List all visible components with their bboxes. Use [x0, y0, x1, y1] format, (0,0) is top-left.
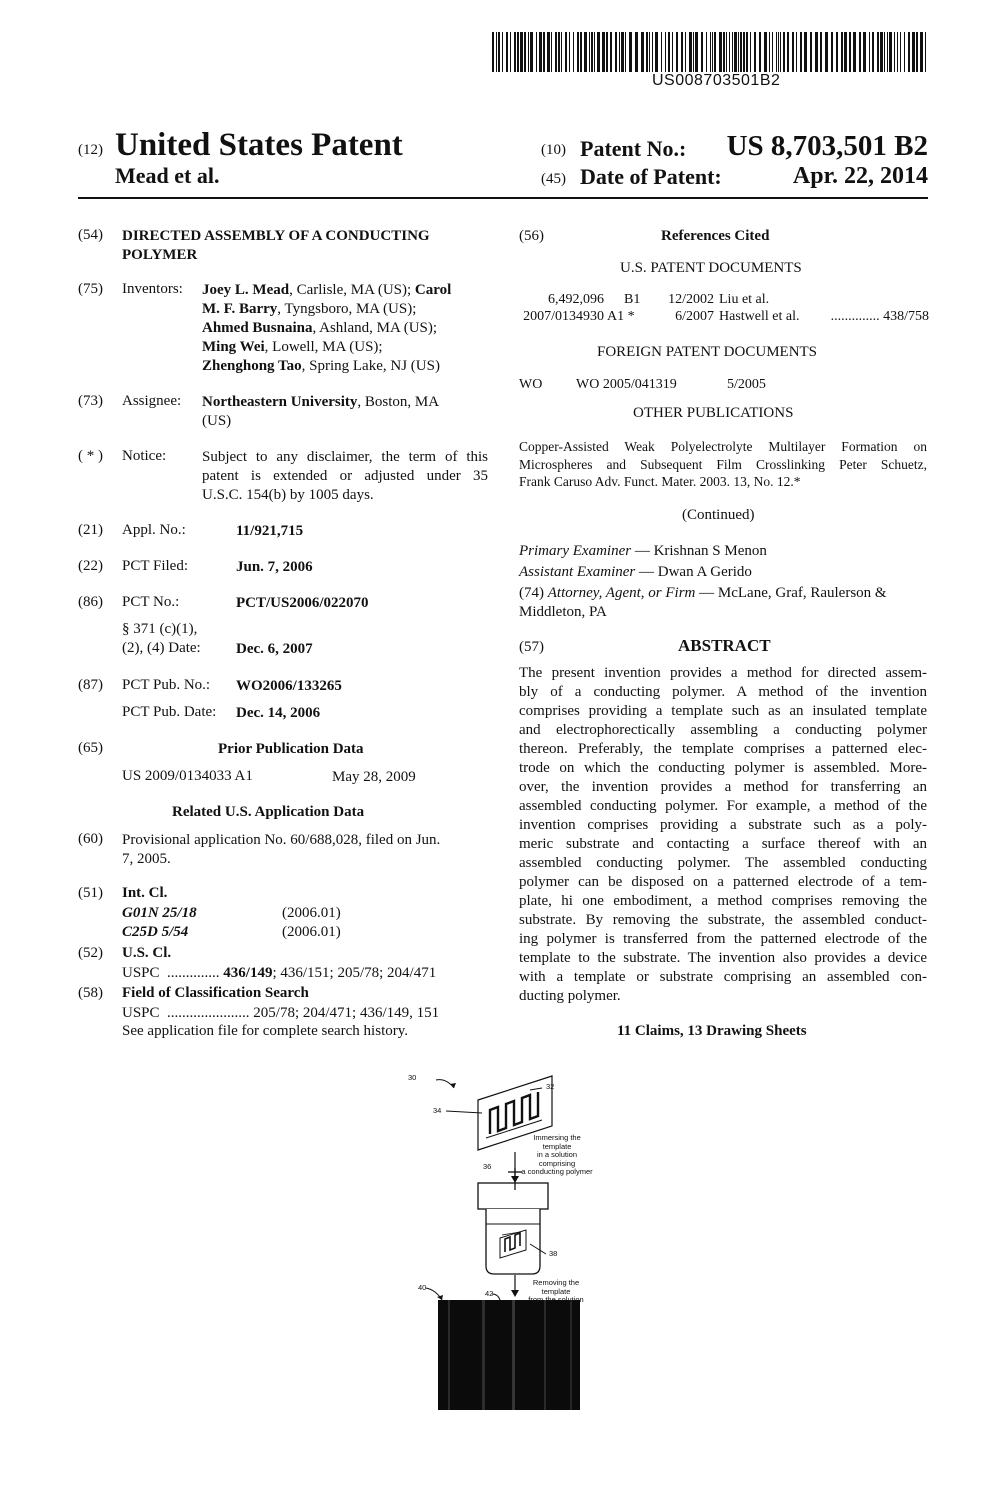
- barcode: [492, 32, 928, 74]
- barcode-bar: [719, 32, 722, 72]
- barcode-bar: [530, 32, 533, 72]
- barcode-bar: [520, 32, 523, 72]
- barcode-bar: [597, 32, 600, 72]
- ref-numeral: 32: [546, 1082, 555, 1091]
- int-cl-version: (2006.01): [282, 905, 341, 921]
- ref-number: 2007/0134930: [523, 309, 604, 324]
- appl-no-label: Appl. No.:: [122, 522, 186, 538]
- barcode-bar: [580, 32, 582, 72]
- barcode-bar: [726, 32, 727, 72]
- barcode-bar: [743, 32, 745, 72]
- representative-drawing: [420, 1068, 600, 1413]
- barcode-bar: [619, 32, 620, 72]
- barcode-bar: [869, 32, 870, 72]
- barcode-bar: [685, 32, 686, 72]
- barcode-bar: [517, 32, 519, 72]
- inid-code-57: (57): [519, 639, 544, 655]
- barcode-bar: [800, 32, 802, 72]
- inid-code-60: (60): [78, 831, 103, 847]
- primary-examiner-label: Primary Examiner: [519, 543, 632, 559]
- barcode-bar: [606, 32, 608, 72]
- date-of-patent-label: Date of Patent:: [580, 164, 722, 189]
- abstract-line: invention comprises providing a substrate such as a poly-: [519, 817, 927, 833]
- inventor-name: Joey L. Mead: [202, 282, 290, 298]
- barcode-bar: [661, 32, 662, 72]
- patent-no-label: Patent No.:: [580, 136, 687, 161]
- inventors-label: Inventors:: [122, 281, 183, 297]
- first-author: Mead et al.: [115, 163, 220, 188]
- barcode-bar: [778, 32, 779, 72]
- barcode-bar: [844, 32, 847, 72]
- barcode-bar: [652, 32, 653, 72]
- barcode-bar: [796, 32, 797, 72]
- assignee-location: , Boston, MA: [357, 394, 440, 410]
- barcode-bar: [543, 32, 545, 72]
- inid-code-21: (21): [78, 522, 103, 538]
- barcode-bar: [836, 32, 838, 72]
- barcode-bar: [746, 32, 748, 72]
- abstract-line: The present invention provides a method for directed assem-: [519, 665, 927, 681]
- ref-numeral: 34: [433, 1106, 442, 1115]
- barcode-bar: [897, 32, 898, 72]
- barcode-bar: [524, 32, 526, 72]
- barcode-bar: [712, 32, 713, 72]
- abstract-line: with a template or substrate comprising an assembled con-: [519, 969, 927, 985]
- inid-code-87: (87): [78, 677, 103, 693]
- barcode-bar: [734, 32, 737, 72]
- inventor-name: Ahmed Busnaina: [202, 320, 313, 336]
- barcode-bar: [591, 32, 593, 72]
- barcode-bar: [792, 32, 794, 72]
- barcode-bar: [676, 32, 678, 72]
- barcode-bar: [769, 32, 770, 72]
- barcode-bar: [569, 32, 570, 72]
- barcode-bar: [584, 32, 587, 72]
- inid-code-73: (73): [78, 393, 103, 409]
- patent-number: US 8,703,501 B2: [726, 130, 928, 162]
- barcode-bar: [610, 32, 612, 72]
- barcode-bar: [884, 32, 885, 72]
- assignee-name: Northeastern University: [202, 394, 358, 410]
- barcode-bar: [558, 32, 560, 72]
- barcode-bar: [555, 32, 557, 72]
- barcode-bar: [625, 32, 626, 72]
- invention-title-line: DIRECTED ASSEMBLY OF A CONDUCTING: [122, 228, 430, 244]
- barcode-bar: [498, 32, 500, 72]
- document-title: United States Patent: [115, 127, 403, 163]
- barcode-bar: [872, 32, 874, 72]
- barcode-bar: [894, 32, 895, 72]
- ref-number: 6,492,096: [548, 292, 604, 307]
- barcode-bar: [646, 32, 648, 72]
- process-step-label: Immersing the template in a solution comprising a conducting polymer: [521, 1133, 593, 1176]
- inid-code-10: (10): [541, 142, 566, 158]
- inventor-name: M. F. Barry: [202, 301, 278, 317]
- attorney-continued: Middleton, PA: [519, 604, 607, 620]
- inventor-name: Ming Wei: [202, 339, 265, 355]
- barcode-bar: [701, 32, 703, 72]
- foreign-reference-row: [519, 376, 929, 396]
- primary-examiner-name: — Krishnan S Menon: [634, 543, 767, 559]
- assignee-country: (US): [202, 413, 232, 429]
- barcode-bar: [912, 32, 915, 72]
- ref-date: 12/2002: [668, 292, 714, 307]
- barcode-bar: [787, 32, 789, 72]
- other-publication: Copper-Assisted Weak Polyelectrolyte Multilayer Formation on Microspheres and Subsequent Film Crosslinking Peter Schuetz, Frank Caruso Adv. Funct. Mater. 2003. 13, No. 12.*: [519, 439, 927, 489]
- barcode-bar: [561, 32, 562, 72]
- barcode-bar: [772, 32, 773, 72]
- barcode-bar: [665, 32, 666, 72]
- int-cl-label: Int. Cl.: [122, 885, 168, 901]
- invention-title: [122, 227, 430, 265]
- barcode-bar: [621, 32, 624, 72]
- inid-code-22: (22): [78, 558, 103, 574]
- ref-kind: A1 *: [607, 309, 635, 324]
- assistant-examiner-label: Assistant Examiner: [519, 564, 636, 580]
- claims-and-sheets: 11 Claims, 13 Drawing Sheets: [617, 1023, 807, 1039]
- date-of-patent: Apr. 22, 2014: [792, 163, 928, 189]
- barcode-bar: [723, 32, 725, 72]
- abstract-line: plate, hi one embodiment, a method comprises removing the: [519, 893, 927, 909]
- abstract-line: over, the invention provides a method for transferring an: [519, 779, 927, 795]
- related-application-heading: Related U.S. Application Data: [172, 804, 365, 820]
- abstract-line: substrate. By removing the substrate, the assembled conduct-: [519, 912, 927, 928]
- primary-examiner: [519, 542, 767, 561]
- section-371-label: § 371 (c)(1),: [122, 621, 198, 637]
- ref-numeral: 40: [418, 1283, 427, 1292]
- barcode-bar: [849, 32, 851, 72]
- barcode-bar: [492, 32, 494, 72]
- inventor-name: Zhenghong Tao: [202, 358, 302, 374]
- us-cl-value: USPC .............. 436/149; 436/151; 205/78; 204/471: [122, 965, 437, 981]
- assignee: [202, 393, 439, 431]
- barcode-bar: [565, 32, 567, 72]
- barcode-bar: [889, 32, 892, 72]
- barcode-bar: [672, 32, 673, 72]
- abstract-line: ing polymer is transferred from the patterned electrode of the: [519, 931, 927, 947]
- us-patent-documents-heading: U.S. PATENT DOCUMENTS: [620, 260, 802, 276]
- barcode-bar: [514, 32, 516, 72]
- barcode-bar: [877, 32, 879, 72]
- invention-title-line: POLYMER: [122, 247, 198, 263]
- barcode-bar: [706, 32, 707, 72]
- abstract-line: bly of a conducting polymer. A method of the invention: [519, 684, 927, 700]
- inventors-list: [202, 281, 487, 376]
- barcode-bar: [810, 32, 812, 72]
- barcode-bar: [551, 32, 552, 72]
- barcode-bar: [615, 32, 617, 72]
- abstract-line: meric substrate and contacting a surface thereof with an: [519, 836, 927, 852]
- barcode-bar: [754, 32, 756, 72]
- notice-label: Notice:: [122, 448, 167, 464]
- inventor-location: , Lowell, MA (US);: [264, 339, 383, 355]
- assignee-label: Assignee:: [122, 393, 182, 409]
- barcode-bar: [602, 32, 605, 72]
- barcode-bar: [635, 32, 638, 72]
- barcode-bar: [916, 32, 918, 72]
- notice-code: ( * ): [78, 448, 103, 464]
- pct-no: PCT/US2006/022070: [236, 595, 369, 611]
- us-cl-label: U.S. Cl.: [122, 945, 172, 961]
- inventor-location: , Ashland, MA (US);: [312, 320, 438, 336]
- assistant-examiner: [519, 563, 752, 582]
- barcode-bar: [547, 32, 550, 72]
- us-reference-row: [519, 308, 929, 328]
- attorney-label: Attorney, Agent, or Firm: [547, 585, 696, 601]
- prior-publication-heading: Prior Publication Data: [218, 741, 364, 757]
- barcode-bar: [695, 32, 698, 72]
- appl-no: 11/921,715: [236, 523, 304, 539]
- ref-numeral: 42: [485, 1289, 494, 1298]
- barcode-bar: [764, 32, 767, 72]
- barcode-bar: [820, 32, 822, 72]
- barcode-bar: [815, 32, 818, 72]
- inid-code-52: (52): [78, 945, 103, 961]
- inid-code-86: (86): [78, 594, 103, 610]
- references-cited-heading: References Cited: [661, 228, 770, 244]
- barcode-bar: [925, 32, 926, 72]
- barcode-bar: [920, 32, 923, 72]
- abstract-line: trode on which the conducting polymer is assembled. More-: [519, 760, 927, 776]
- barcode-bar: [759, 32, 761, 72]
- abstract-line: ducting polymer.: [519, 988, 621, 1004]
- barcode-bar: [908, 32, 910, 72]
- field-of-search-label: Field of Classification Search: [122, 985, 309, 1001]
- barcode-bar: [729, 32, 730, 72]
- foreign-ref-country: WO: [519, 377, 543, 392]
- inventor-name: Carol: [414, 282, 452, 298]
- barcode-bar: [904, 32, 905, 72]
- barcode-bar: [738, 32, 739, 72]
- ref-kind: B1: [624, 292, 641, 307]
- barcode-bar: [841, 32, 843, 72]
- abstract-line: comprises providing a template such as an insulated template: [519, 703, 927, 719]
- barcode-bar: [536, 32, 537, 72]
- barcode-bar: [859, 32, 861, 72]
- foreign-ref-date: 5/2005: [727, 377, 766, 392]
- barcode-bar: [594, 32, 595, 72]
- barcode-bar: [681, 32, 683, 72]
- int-cl-code: G01N 25/18: [122, 905, 197, 921]
- barcode-bar: [863, 32, 866, 72]
- attorney-name: — McLane, Graf, Raulerson &: [699, 585, 887, 601]
- barcode-bar: [853, 32, 856, 72]
- barcode-bar: [783, 32, 785, 72]
- header-rule: [78, 197, 928, 199]
- section-371-date-label: (2), (4) Date:: [122, 640, 201, 656]
- pct-pub-date: Dec. 14, 2006: [236, 705, 321, 721]
- other-publications-heading: OTHER PUBLICATIONS: [633, 405, 794, 421]
- provisional-application: Provisional application No. 60/688,028, filed on Jun. 7, 2005.: [122, 832, 441, 867]
- abstract-line: and electrophorectically assembling a conducting polymer: [519, 722, 927, 738]
- barcode-bar: [496, 32, 497, 72]
- abstract-line: thereon. Preferably, the template comprises a patterned elec-: [519, 741, 927, 757]
- barcode-bar: [780, 32, 781, 72]
- pct-filed-label: PCT Filed:: [122, 558, 188, 574]
- prior-publication-number: US 2009/0134033 A1: [122, 768, 253, 784]
- barcode-bar: [629, 32, 632, 72]
- section-371-date: Dec. 6, 2007: [236, 641, 313, 657]
- barcode-bar: [589, 32, 590, 72]
- barcode-bar: [655, 32, 658, 72]
- barcode-bar: [693, 32, 694, 72]
- ref-name: Hastwell et al.: [719, 309, 800, 324]
- inid-code-56: (56): [519, 228, 544, 244]
- barcode-bar: [668, 32, 670, 72]
- barcode-bar: [750, 32, 751, 72]
- barcode-bar: [641, 32, 644, 72]
- barcode-bar: [732, 32, 733, 72]
- ref-name: Liu et al.: [719, 292, 770, 307]
- inid-code-45: (45): [541, 171, 566, 187]
- pct-pub-no-label: PCT Pub. No.:: [122, 677, 211, 693]
- barcode-bar: [528, 32, 529, 72]
- barcode-bar: [831, 32, 833, 72]
- pct-filed-date: Jun. 7, 2006: [236, 559, 313, 575]
- ref-numeral: 36: [483, 1162, 492, 1171]
- barcode-bar: [710, 32, 711, 72]
- foreign-ref-number: WO 2005/041319: [576, 377, 677, 392]
- inid-code-65: (65): [78, 740, 103, 756]
- pct-pub-date-label: PCT Pub. Date:: [122, 704, 217, 720]
- inid-code-74: (74): [519, 585, 544, 601]
- int-cl-code: C25D 5/54: [122, 924, 189, 940]
- barcode-bar: [577, 32, 579, 72]
- int-cl-version: (2006.01): [282, 924, 341, 940]
- beaker-drawing: [478, 1168, 548, 1274]
- prior-publication-date: May 28, 2009: [332, 769, 416, 785]
- barcode-bar: [714, 32, 716, 72]
- barcode-number: US008703501B2: [652, 72, 781, 89]
- inventor-location: , Spring Lake, NJ (US): [301, 358, 440, 374]
- barcode-bar: [900, 32, 901, 72]
- barcode-bar: [510, 32, 511, 72]
- abstract-line: template to the substrate. The invention also provides a device: [519, 950, 927, 966]
- abstract-line: assembled conducting polymer. The assembled conducting: [519, 855, 927, 871]
- notice-text: Subject to any disclaimer, the term of this patent is extended or adjusted under 35 U.S.C. 154(b) by 1005 days.: [202, 449, 488, 503]
- inid-code-54: (54): [78, 227, 103, 243]
- barcode-bar: [689, 32, 692, 72]
- inid-code-58: (58): [78, 985, 103, 1001]
- barcode-bar: [740, 32, 742, 72]
- ref-numeral: 38: [549, 1249, 558, 1258]
- inid-code-12: (12): [78, 142, 103, 158]
- abstract-line: polymer can be disposed on a patterned electrode of a tem-: [519, 874, 927, 890]
- field-of-search-value: USPC ...................... 205/78; 204/471; 436/149, 151: [122, 1005, 440, 1021]
- assistant-examiner-name: — Dwan A Gerido: [639, 564, 752, 580]
- inventor-location: , Carlisle, MA (US);: [289, 282, 415, 298]
- barcode-bar: [506, 32, 508, 72]
- abstract-heading: ABSTRACT: [678, 636, 771, 655]
- search-history-note: See application file for complete search history.: [122, 1023, 409, 1039]
- pct-no-label: PCT No.:: [122, 594, 180, 610]
- barcode-bar: [539, 32, 542, 72]
- barcode-bar: [887, 32, 888, 72]
- micrograph-image: [438, 1300, 580, 1410]
- attorney: [519, 584, 887, 603]
- ref-class: .............. 438/758: [830, 309, 929, 324]
- continued-note: (Continued): [682, 507, 755, 523]
- foreign-patent-documents-heading: FOREIGN PATENT DOCUMENTS: [597, 344, 818, 360]
- barcode-bar: [804, 32, 807, 72]
- process-step-label: Removing the template from the solution: [528, 1278, 584, 1304]
- barcode-bar: [502, 32, 503, 72]
- inid-code-75: (75): [78, 281, 103, 297]
- pct-pub-no: WO2006/133265: [236, 678, 342, 694]
- barcode-bar: [573, 32, 574, 72]
- ref-numeral: 30: [408, 1073, 417, 1082]
- barcode-bar: [825, 32, 828, 72]
- barcode-bar: [776, 32, 777, 72]
- barcode-bar: [880, 32, 883, 72]
- barcode-bar: [649, 32, 650, 72]
- inid-code-51: (51): [78, 885, 103, 901]
- ref-date: 6/2007: [675, 309, 714, 324]
- inventor-location: , Tyngsboro, MA (US);: [277, 301, 417, 317]
- abstract-line: assembled conducting polymer. For example, a method of the: [519, 798, 927, 814]
- abstract-body: [519, 664, 927, 1006]
